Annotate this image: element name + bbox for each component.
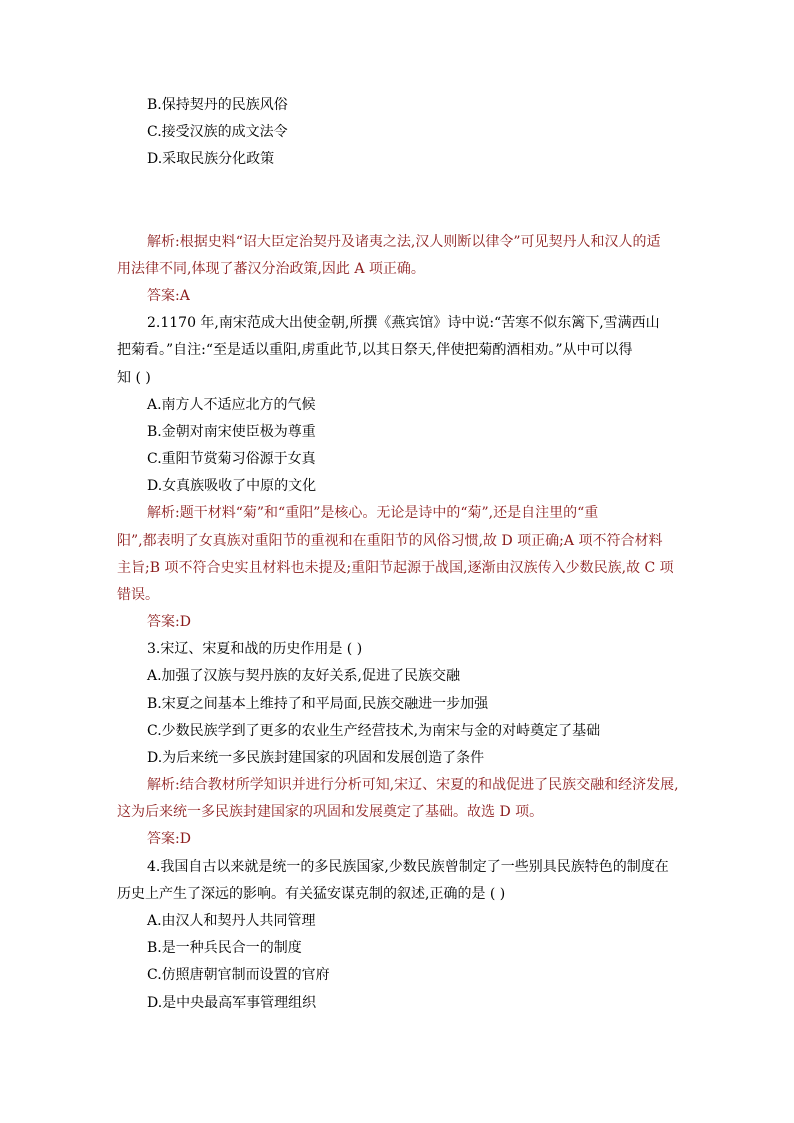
q2-analysis-line: 解析:题干材料“菊”和“重阳”是核心。无论是诗中的“菊”,还是自注里的“重 [147,505,599,521]
q2-option-c: C.重阳节赏菊习俗源于女真 [147,451,316,467]
q2-stem-line: 知 ( ) [117,370,151,386]
q1-option-c: C.接受汉族的成文法令 [147,124,288,140]
q2-option-b: B.金朝对南宋使臣极为尊重 [147,424,316,440]
q3-option-c: C.少数民族学到了更多的农业生产经营技术,为南宋与金的对峙奠定了基础 [147,723,601,739]
q3-option-b: B.宋夏之间基本上维持了和平局面,民族交融进一步加强 [147,696,489,712]
q2-option-a: A.南方人不适应北方的气候 [147,397,316,413]
q3-option-d: D.为后来统一多民族封建国家的巩固和发展创造了条件 [147,750,485,766]
q1-analysis-line: 解析:根据史料“诏大臣定治契丹及诸夷之法,汉人则断以律令”可见契丹人和汉人的适 [147,234,661,250]
q2-analysis-line: 阳”,都表明了女真族对重阳节的重视和在重阳节的风俗习惯,故 D 项正确;A 项不符合材料 [117,533,663,549]
q2-stem-line: 把菊看。”自注:“至是适以重阳,虏重此节,以其日祭天,伴使把菊酌酒相劝。”从中可以得 [117,342,633,358]
q4-option-c: C.仿照唐朝官制而设置的官府 [147,967,330,983]
q1-analysis-line: 用法律不同,体现了蕃汉分治政策,因此 A 项正确。 [117,261,425,277]
q2-stem-line: 2.1170 年,南宋范成大出使金朝,所撰《燕宾馆》诗中说:“苦寒不似东篱下,雪满西山 [147,315,660,331]
q4-stem-line: 4.我国自古以来就是统一的多民族国家,少数民族曾制定了一些别具民族特色的制度在 [147,859,669,875]
q2-analysis-line: 错误。 [117,587,159,603]
q4-stem-line: 历史上产生了深远的影响。有关猛安谋克制的叙述,正确的是 ( ) [117,886,506,902]
q2-analysis-line: 主旨;B 项不符合史实且材料也未提及;重阳节起源于战国,逐渐由汉族传入少数民族,故 C 项 [117,560,674,576]
q4-option-a: A.由汉人和契丹人共同管理 [147,913,316,929]
q3-option-a: A.加强了汉族与契丹族的友好关系,促进了民族交融 [147,668,461,684]
q3-answer: 答案:D [147,831,191,847]
q1-answer: 答案:A [147,288,190,304]
q4-option-d: D.是中央最高军事管理组织 [147,995,317,1011]
q1-option-b: B.保持契丹的民族风俗 [147,97,288,113]
q1-option-d: D.采取民族分化政策 [147,151,275,167]
q3-stem: 3.宋辽、宋夏和战的历史作用是 ( ) [147,641,363,657]
q2-answer: 答案:D [147,614,191,630]
q2-option-d: D.女真族吸收了中原的文化 [147,478,317,494]
q3-analysis-line: 这为后来统一多民族封建国家的巩固和发展奠定了基础。故选 D 项。 [117,804,544,820]
q3-analysis-line: 解析:结合教材所学知识并进行分析可知,宋辽、宋夏的和战促进了民族交融和经济发展, [147,777,679,793]
q4-option-b: B.是一种兵民合一的制度 [147,940,302,956]
